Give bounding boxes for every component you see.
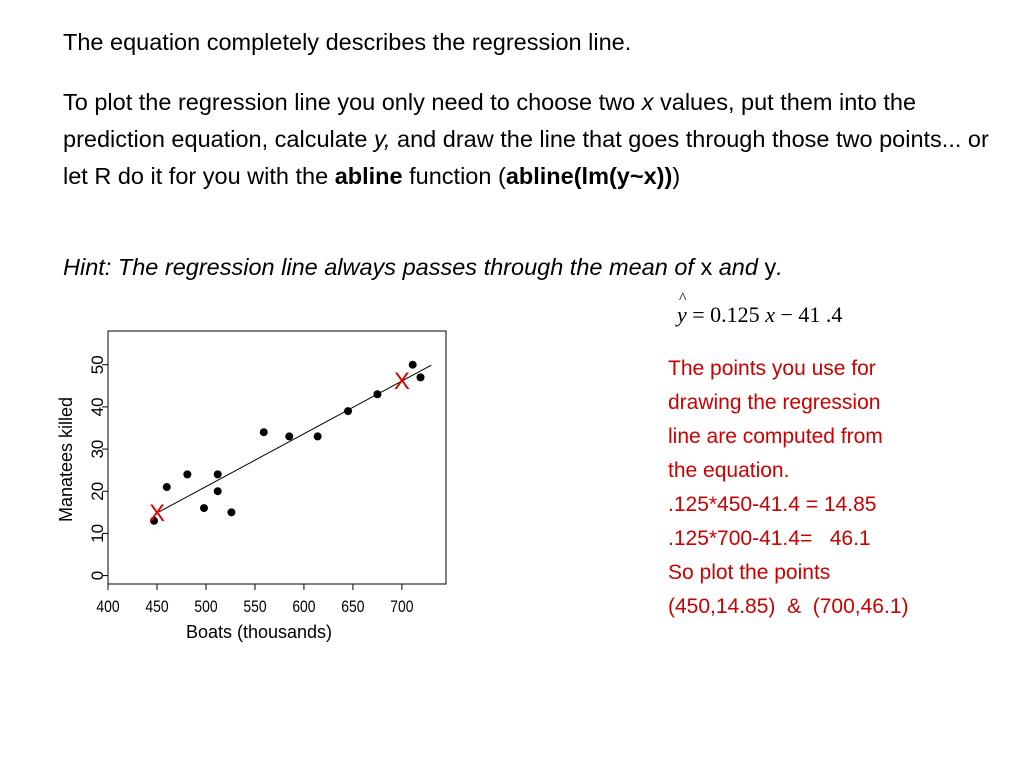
computed-points-note [668, 352, 1008, 624]
x-tick-label: 500 [194, 597, 218, 617]
x-tick-label: 400 [96, 597, 120, 617]
y-tick-label: 20 [88, 481, 107, 501]
data-point [260, 428, 268, 436]
data-point [214, 487, 222, 495]
note-line-2: drawing the regression [668, 391, 881, 414]
data-point [314, 432, 322, 440]
regression-equation [677, 290, 843, 328]
x-tick-label: 450 [145, 597, 169, 617]
hint-y-var: y [764, 254, 777, 280]
computed-point-mark: X [393, 368, 410, 396]
x-tick-label: 650 [341, 597, 365, 617]
hint-line [63, 249, 993, 286]
regression-line [159, 365, 431, 512]
data-point [285, 432, 293, 440]
instruction-paragraph [63, 84, 993, 195]
equation-middle: = 0.125 [686, 302, 766, 327]
equation-y-var: y [677, 302, 687, 327]
x-tick-label: 600 [292, 597, 316, 617]
data-point [183, 470, 191, 478]
y-tick-label: 40 [88, 397, 107, 417]
data-point [163, 483, 171, 491]
equation-end: − 41 .4 [774, 302, 843, 327]
data-point [344, 407, 352, 415]
paragraph-text-3: and draw the line that goes through those two points... or let R do it for you with the [63, 126, 989, 189]
data-point [227, 508, 235, 516]
y-axis-label: Manatees killed [56, 396, 76, 523]
paragraph-text-4: function ( [402, 163, 506, 189]
paragraph-text-2: values, put them into the prediction equation, calculate [63, 89, 917, 152]
paragraph-y-var: y, [373, 126, 391, 152]
x-axis-label: Boats (thousands) [185, 622, 333, 642]
paragraph-x-var: x [641, 89, 654, 115]
abline-keyword: abline [334, 163, 403, 189]
hint-x-var: x [700, 254, 713, 280]
hint-text-1: Hint: The regression line always passes through the mean of [63, 254, 701, 280]
y-tick-label: 0 [88, 570, 107, 581]
y-tick-label: 50 [88, 355, 107, 375]
equation-yhat [677, 290, 687, 328]
y-tick-label: 10 [88, 523, 107, 543]
equation-x-var: x [765, 302, 775, 327]
note-line-4: the equation. [668, 459, 790, 482]
note-line-7: So plot the points [668, 561, 831, 584]
paragraph-text-5: ) [672, 163, 681, 189]
heading-line: The equation completely describes the regression line. [63, 29, 632, 55]
note-line-3: line are computed from [668, 425, 883, 448]
abline-call: abline(lm(y~x)) [505, 163, 673, 189]
note-line-5: .125*450-41.4 = 14.85 [668, 493, 877, 516]
hint-text-3: . [776, 254, 783, 280]
data-point [200, 504, 208, 512]
note-line-1: The points you use for [668, 357, 876, 380]
x-tick-label: 550 [243, 597, 267, 617]
scatter-chart [50, 325, 460, 655]
note-line-8: (450,14.85) & (700,46.1) [668, 595, 909, 618]
data-point [373, 390, 381, 398]
computed-point-mark: X [148, 499, 165, 527]
hint-text-2: and [712, 254, 765, 280]
hat-symbol: ^ [679, 290, 687, 307]
note-line-6: .125*700-41.4= 46.1 [668, 527, 871, 550]
x-tick-label: 700 [390, 597, 414, 617]
y-tick-label: 30 [88, 439, 107, 459]
data-point [214, 470, 222, 478]
paragraph-text-1: To plot the regression line you only need to choose two [63, 89, 642, 115]
data-point [417, 373, 425, 381]
